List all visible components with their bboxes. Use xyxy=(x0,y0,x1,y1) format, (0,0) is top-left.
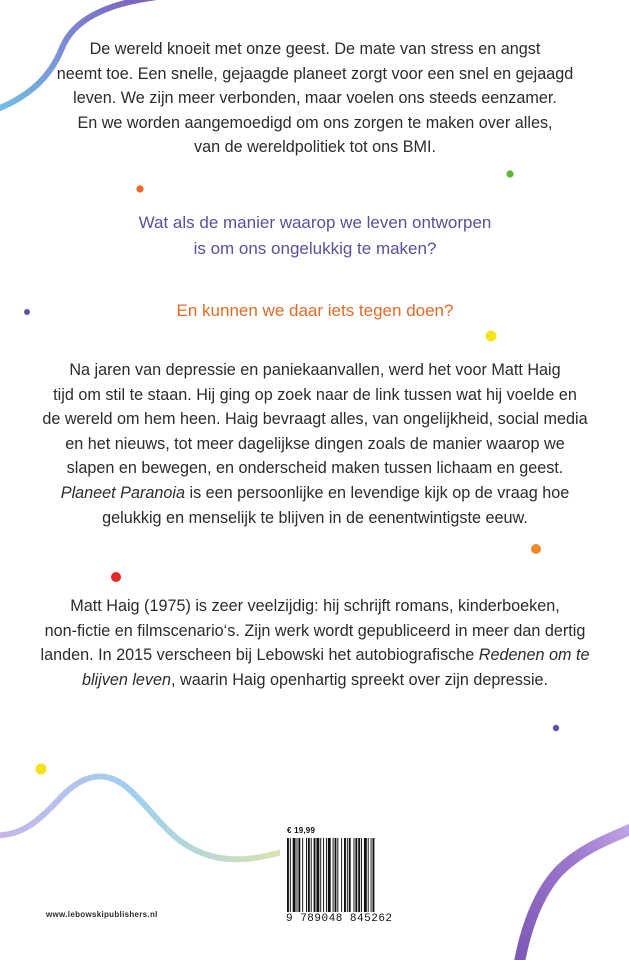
barcode-bar xyxy=(320,838,321,912)
question-line: is om ons ongelukkig te maken? xyxy=(193,239,437,258)
barcode-bar xyxy=(287,838,289,912)
author-line xyxy=(40,668,590,693)
dot-orange xyxy=(136,185,143,192)
barcode-bar xyxy=(308,838,310,912)
dot-purple-right xyxy=(553,725,559,731)
author-line xyxy=(40,643,590,668)
barcode-bar xyxy=(306,838,307,912)
publisher-url: www.lebowskipublishers.nl xyxy=(46,910,158,919)
dot-green xyxy=(506,170,513,177)
barcode-bar xyxy=(297,838,298,912)
body-line-rest: is een persoonlijke en levendige kijk op de vraag hoe xyxy=(184,483,570,502)
barcode-bar xyxy=(371,838,372,912)
question-purple xyxy=(40,210,590,262)
barcode-bar xyxy=(326,838,327,912)
body-paragraph xyxy=(40,358,590,530)
question-orange xyxy=(40,298,590,324)
question-line: Wat als de manier waarop we leven ontworpen xyxy=(138,213,492,232)
book-title: Redenen om te xyxy=(478,646,590,665)
dot-purple-left xyxy=(24,309,30,315)
barcode-bar xyxy=(349,838,351,912)
barcode-bar xyxy=(337,838,338,912)
barcode-bar xyxy=(344,838,346,912)
book-title: Planeet Paranoia xyxy=(60,483,185,502)
barcode-bar xyxy=(314,838,316,912)
book-title: blijven leven xyxy=(81,670,172,689)
barcode-bar xyxy=(358,838,360,912)
barcode-bar xyxy=(316,838,319,912)
intro-line: leven. We zijn meer verbonden, maar voelen ons steeds eenzamer. xyxy=(73,89,557,108)
barcode-bar xyxy=(373,838,375,912)
intro-line: En we worden aangemoedigd om ons zorgen te maken over alles, xyxy=(77,113,553,132)
body-line: slapen en bewegen, en onderscheid maken tussen lichaam en geest. xyxy=(66,459,564,478)
question-line: En kunnen we daar iets tegen doen? xyxy=(176,301,454,320)
barcode-bar xyxy=(298,838,300,912)
barcode-bar xyxy=(354,838,355,912)
barcode-bar xyxy=(361,838,362,912)
body-line: gelukkig en menselijk te blijven in de eenentwintigste eeuw. xyxy=(102,508,528,527)
author-line: Matt Haig (1975) is zeer veelzijdig: hij schrijft romans, kinderboeken, xyxy=(70,597,560,615)
body-line: de wereld om hem heen. Haig bevraagt alles, van ongelijkheid, social media xyxy=(42,410,588,429)
barcode-bar xyxy=(368,838,369,912)
barcode-bar xyxy=(328,838,331,912)
author-line-pre: landen. In 2015 verscheen bij Lebowski het autobiografische xyxy=(40,646,479,665)
intro-paragraph xyxy=(40,37,590,160)
barcode-bar xyxy=(341,838,342,912)
intro-line: van de wereldpolitiek tot ons BMI. xyxy=(193,138,437,157)
author-line: non-fictie en filmscenario‘s. Zijn werk wordt gepubliceerd in meer dan dertig xyxy=(44,621,586,640)
body-line: tijd om stil te staan. Hij ging op zoek naar de link tussen wat hij voelde en xyxy=(53,385,577,404)
barcode-bar xyxy=(333,838,334,912)
bottom-left-swoosh xyxy=(0,776,282,859)
author-paragraph xyxy=(40,594,590,692)
bottom-right-swoosh xyxy=(518,825,629,960)
barcode-bar xyxy=(311,838,312,912)
body-line xyxy=(40,481,590,506)
barcode-bar xyxy=(293,838,296,912)
barcode-bar xyxy=(347,838,348,912)
price-label: € 19,99 xyxy=(287,826,316,835)
barcode-bar xyxy=(302,838,303,912)
barcode xyxy=(287,838,397,912)
barcode-bar xyxy=(364,838,367,912)
body-line: en het nieuws, tot meer dagelijkse dingen zoals de manier waarop we xyxy=(65,434,565,453)
author-line-rest: , waarin Haig openhartig spreekt over zijn depressie. xyxy=(171,670,549,689)
dot-red xyxy=(111,572,121,582)
barcode-bar xyxy=(290,838,291,912)
body-line: Na jaren van depressie en paniekaanvallen, werd het voor Matt Haig xyxy=(69,361,561,379)
dot-orange-right xyxy=(531,544,541,554)
intro-line: De wereld knoeit met onze geest. De mate van stress en angst xyxy=(89,40,541,58)
barcode-bar xyxy=(335,838,337,912)
barcode-bar xyxy=(355,838,357,912)
barcode-bar xyxy=(323,838,324,912)
isbn-number: 9 789048 845262 xyxy=(286,913,393,925)
intro-line: neemt toe. Een snelle, gejaagde planeet zorgt voor een snel en gejaagd xyxy=(56,64,574,83)
dot-yellow-left xyxy=(36,764,47,775)
dot-yellow-mid xyxy=(486,331,497,342)
